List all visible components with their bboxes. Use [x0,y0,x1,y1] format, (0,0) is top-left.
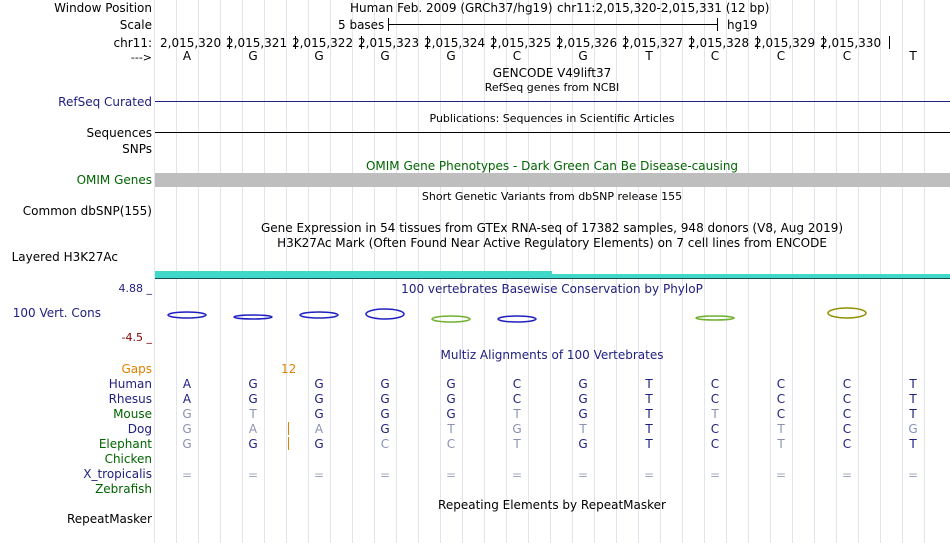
alignment-base-dog: A [314,422,324,436]
gaps-count: 12 [281,362,297,376]
alignment-base-rhesus: G [446,392,456,406]
ruler-tick-label: 2,015,327 [622,36,684,50]
track-label-column [0,0,154,543]
alignment-base-mouse: T [711,407,719,421]
alignment-base-elephant: T [777,437,785,451]
alignment-base-human: C [710,377,720,391]
strand-label: ---> [130,51,152,64]
alignment-base-x-tropicalis: = [709,468,721,482]
alignment-base-x-tropicalis: = [313,468,325,482]
track-label-repeatmasker[interactable]: RepeatMasker [66,512,152,526]
alignment-base-elephant: C [710,437,720,451]
reference-base: C [776,49,786,63]
ruler-tick-label: 2,015,325 [490,36,552,50]
alignment-base-human: G [446,377,456,391]
ruler-tick-label: 2,015,320 [160,36,222,50]
ruler-tick-label: 2,015,329 [754,36,816,50]
phylop-glyph [828,308,866,318]
alignment-base-mouse: T [513,407,521,421]
alignment-base-human: T [909,377,917,391]
phylop-glyph [300,312,338,318]
species-label-mouse[interactable]: Mouse [113,407,152,421]
alignment-base-x-tropicalis: = [445,468,457,482]
alignment-base-mouse: T [249,407,257,421]
position-text: chr11:2,015,320-2,015,331 (12 bp) [557,1,770,15]
alignment-base-elephant: T [513,437,521,451]
alignment-base-x-tropicalis: = [379,468,391,482]
alignment-base-dog: C [710,422,720,436]
track-label-dbsnp[interactable]: Common dbSNP(155) [22,204,152,218]
alignment-base-rhesus: A [182,392,192,406]
reference-base: G [248,49,258,63]
phylop-glyph [234,315,272,319]
alignment-base-x-tropicalis: = [247,468,259,482]
alignment-base-human: G [380,377,390,391]
species-label-elephant[interactable]: Elephant [98,437,152,451]
alignment-base-mouse: G [380,407,390,421]
alignment-base-x-tropicalis: = [577,468,589,482]
phylop-track-title: 100 vertebrates Basewise Conservation by PhyloP [401,282,703,296]
reference-base: C [710,49,720,63]
alignment-base-rhesus: T [645,392,653,406]
species-label-human[interactable]: Human [108,377,152,391]
reference-base: G [446,49,456,63]
alignment-base-dog: T [579,422,587,436]
chromosome-label: chr11: [113,36,152,50]
track-label-sequences[interactable]: Sequences [86,126,152,140]
assembly-title: Human Feb. 2009 (GRCh37/hg19) [350,1,553,15]
ruler-tick-label: 2,015,321 [226,36,288,50]
phylop-glyph [168,312,206,318]
alignment-base-x-tropicalis: = [907,468,919,482]
alignment-base-dog: T [645,422,653,436]
alignment-base-mouse: T [645,407,653,421]
omim-gene-bar[interactable] [155,173,950,187]
ruler-tick-label: 2,015,324 [424,36,486,50]
conservation-min-label: -4.5 _ [121,331,152,344]
alignment-base-rhesus: G [314,392,324,406]
window-position-label: Window Position [54,1,152,15]
refseq-track-line [155,101,950,102]
phylop-glyph [366,309,404,319]
refseq-track-title: RefSeq genes from NCBI [484,81,620,94]
reference-base: C [842,49,852,63]
alignment-base-dog: A [248,422,258,436]
gencode-track-title: GENCODE V49lift37 [492,66,612,80]
alignment-base-x-tropicalis: = [643,468,655,482]
alignment-base-dog: G [380,422,390,436]
alignment-base-elephant: C [380,437,390,451]
repeatmasker-track-title: Repeating Elements by RepeatMasker [438,498,666,512]
alignment-base-human: G [578,377,588,391]
alignment-base-rhesus: G [578,392,588,406]
reference-base: G [314,49,324,63]
ruler-tick-label: 2,015,330 [820,36,882,50]
scale-text: 5 bases [338,18,385,32]
reference-base: C [512,49,522,63]
alignment-base-dog: T [447,422,455,436]
alignment-base-x-tropicalis: = [511,468,523,482]
alignment-base-human: G [314,377,324,391]
alignment-base-x-tropicalis: = [775,468,787,482]
dbsnp-track-title: Short Genetic Variants from dbSNP release 155 [421,190,683,203]
species-label-zebrafish[interactable]: Zebrafish [95,482,152,496]
alignment-base-mouse: G [578,407,588,421]
alignment-base-dog: G [512,422,522,436]
omim-track-title: OMIM Gene Phenotypes - Dark Green Can Be Disease-causing [365,159,739,173]
alignment-base-mouse: T [909,407,917,421]
alignment-base-elephant: T [909,437,917,451]
alignment-base-rhesus: C [776,392,786,406]
reference-base: T [909,49,917,63]
reference-base: A [182,49,192,63]
h3k27ac-baseline [155,278,950,279]
track-label-omim[interactable]: OMIM Genes [76,173,152,187]
reference-base: G [380,49,390,63]
alignment-base-elephant: C [446,437,456,451]
alignment-base-mouse: G [314,407,324,421]
phylop-glyph [432,316,470,322]
conservation-max-label: 4.88 _ [118,282,152,295]
reference-base: G [578,49,588,63]
track-label-refseq[interactable]: RefSeq Curated [58,95,152,109]
phylop-glyph [696,316,734,320]
ruler-tick-label: 2,015,326 [556,36,618,50]
ruler-tick-label: 2,015,322 [292,36,354,50]
alignment-base-human: C [842,377,852,391]
alignment-base-rhesus: T [909,392,917,406]
alignment-base-dog: T [777,422,785,436]
track-label-conservation[interactable]: 100 Vert. Cons [12,306,101,320]
alignment-base-elephant: G [314,437,324,451]
alignment-base-elephant: G [182,437,192,451]
ruler-tick [889,36,890,49]
alignment-base-rhesus: C [512,392,522,406]
scale-db: hg19 [727,18,758,32]
scale-label: Scale [119,18,152,32]
species-label-x_tropicalis[interactable]: X_tropicalis [83,467,152,481]
phylop-glyphs [155,305,950,330]
alignment-base-elephant: T [645,437,653,451]
alignment-base-x-tropicalis: = [841,468,853,482]
gtex-track-title: Gene Expression in 54 tissues from GTEx RNA-seq of 17382 samples, 948 donors (V8, Aug 2019) [260,221,844,235]
alignment-base-mouse: G [182,407,192,421]
alignment-base-rhesus: C [842,392,852,406]
species-label-rhesus[interactable]: Rhesus [108,392,152,406]
h3k27ac-track-title: H3K27Ac Mark (Often Found Near Active Regulatory Elements) on 7 cell lines from ENCODE [277,236,827,250]
track-data-area[interactable] [155,0,950,543]
alignment-base-dog: G [908,422,918,436]
alignment-base-elephant: C [842,437,852,451]
alignment-base-dog: C [842,422,852,436]
dog-gap-marker [288,422,289,435]
track-label-gaps[interactable]: Gaps [121,362,152,376]
alignment-base-dog: G [182,422,192,436]
sequences-track-line [155,132,950,133]
publications-track-title: Publications: Sequences in Scientific Articles [429,112,675,125]
track-label-snps[interactable]: SNPs [122,142,152,156]
elephant-gap-marker [288,437,289,450]
species-label-dog[interactable]: Dog [127,422,152,436]
multiz-track-title: Multiz Alignments of 100 Vertebrates [440,348,664,362]
alignment-base-human: A [182,377,192,391]
alignment-base-human: T [645,377,653,391]
alignment-base-human: C [512,377,522,391]
ruler-tick-label: 2,015,323 [358,36,420,50]
alignment-base-x-tropicalis: = [181,468,193,482]
phylop-glyph [498,316,536,322]
track-label-h3k27ac[interactable]: Layered H3K27Ac [11,250,118,264]
alignment-base-rhesus: C [710,392,720,406]
reference-base: T [645,49,653,63]
alignment-base-rhesus: G [380,392,390,406]
ruler-tick-label: 2,015,328 [688,36,750,50]
alignment-base-mouse: C [842,407,852,421]
alignment-base-mouse: G [446,407,456,421]
alignment-base-elephant: G [578,437,588,451]
alignment-base-human: C [776,377,786,391]
alignment-base-mouse: C [776,407,786,421]
alignment-base-rhesus: G [248,392,258,406]
alignment-base-human: G [248,377,258,391]
alignment-base-elephant: G [248,437,258,451]
species-label-chicken[interactable]: Chicken [104,452,152,466]
